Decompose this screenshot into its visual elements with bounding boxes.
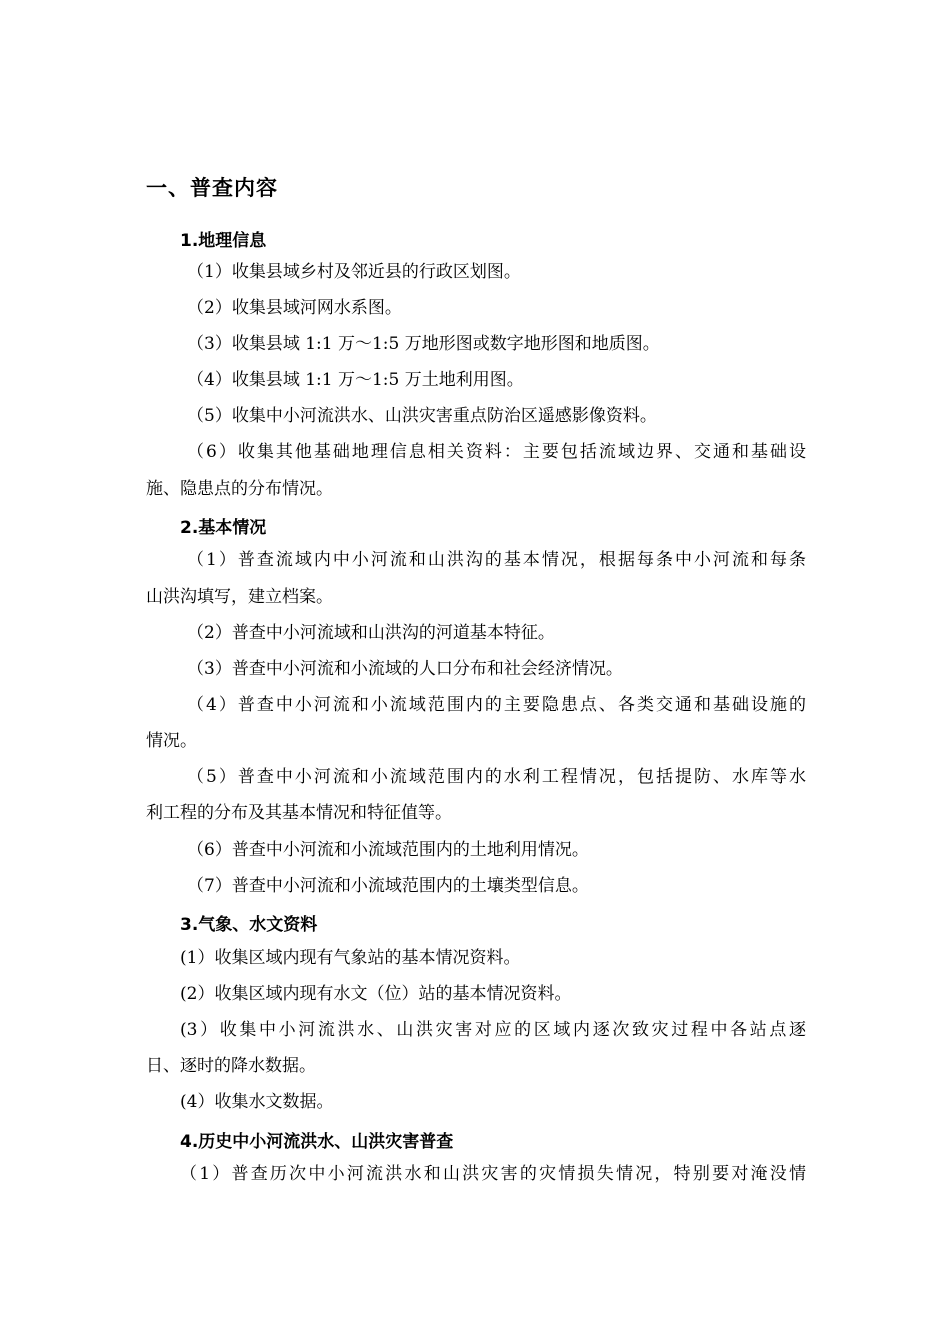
paragraph-line: (1）收集区域内现有气象站的基本情况资料。 xyxy=(180,948,521,968)
section-title: 4.历史中小河流洪水、山洪灾害普查 xyxy=(180,1132,454,1152)
paragraph-line: （4）收集县域 1:1 万～1:5 万土地利用图。 xyxy=(187,370,524,390)
paragraph-line: （1）普查历次中小河流洪水和山洪灾害的灾情损失情况，特别要对淹没情 xyxy=(180,1164,806,1184)
paragraph-line: （1）收集县域乡村及邻近县的行政区划图。 xyxy=(187,262,521,282)
section-title: 2.基本情况 xyxy=(180,518,267,538)
section-title: 1.地理信息 xyxy=(180,231,267,251)
paragraph-line: （1）普查流域内中小河流和山洪沟的基本情况，根据每条中小河流和每条 xyxy=(187,550,806,570)
paragraph-line: 山洪沟填写，建立档案。 xyxy=(146,587,333,607)
paragraph-line: （2）收集县域河网水系图。 xyxy=(187,298,402,318)
paragraph-line: （6）收集其他基础地理信息相关资料：主要包括流域边界、交通和基础设 xyxy=(187,442,806,462)
paragraph-line: （6）普查中小河流和小流域范围内的土地利用情况。 xyxy=(187,840,589,860)
paragraph-line: （2）普查中小河流域和山洪沟的河道基本特征。 xyxy=(187,623,555,643)
paragraph-line: （3）收集县域 1:1 万～1:5 万地形图或数字地形图和地质图。 xyxy=(187,334,660,354)
paragraph-line: 情况。 xyxy=(146,731,197,751)
paragraph-line: （3）普查中小河流和小流域的人口分布和社会经济情况。 xyxy=(187,659,623,679)
paragraph-line: 利工程的分布及其基本情况和特征值等。 xyxy=(146,803,452,823)
paragraph-line: （5）普查中小河流和小流域范围内的水利工程情况，包括提防、水库等水 xyxy=(187,767,806,787)
paragraph-line: (4）收集水文数据。 xyxy=(180,1092,334,1112)
paragraph-line: （5）收集中小河流洪水、山洪灾害重点防治区遥感影像资料。 xyxy=(187,406,657,426)
paragraph-line: (2）收集区域内现有水文（位）站的基本情况资料。 xyxy=(180,984,572,1004)
paragraph-line: 施、隐患点的分布情况。 xyxy=(146,479,333,499)
paragraph-line: (3）收集中小河流洪水、山洪灾害对应的区域内逐次致灾过程中各站点逐 xyxy=(180,1020,806,1040)
paragraph-line: （4）普查中小河流和小流域范围内的主要隐患点、各类交通和基础设施的 xyxy=(187,695,806,715)
section-title: 3.气象、水文资料 xyxy=(180,915,318,935)
paragraph-line: 日、逐时的降水数据。 xyxy=(146,1056,316,1076)
paragraph-line: （7）普查中小河流和小流域范围内的土壤类型信息。 xyxy=(187,876,589,896)
page-heading: 一、普查内容 xyxy=(146,176,278,200)
